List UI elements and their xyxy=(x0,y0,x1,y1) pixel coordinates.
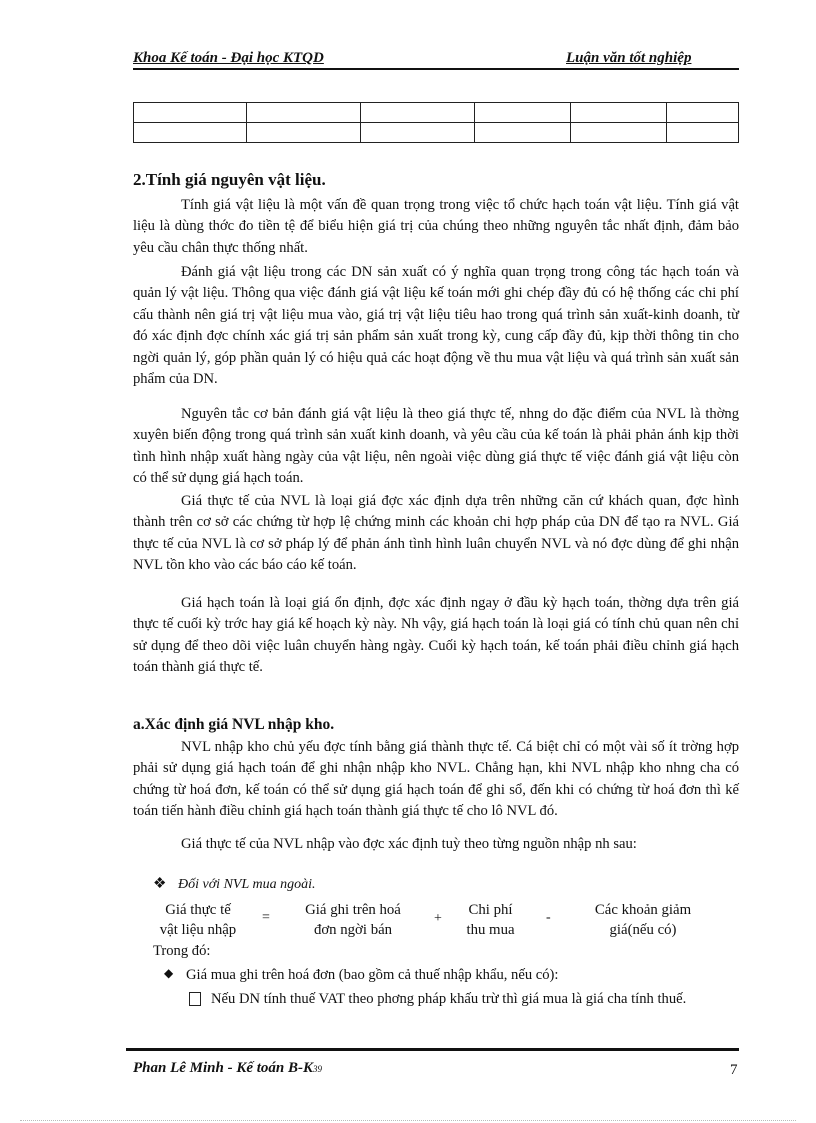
table-cell xyxy=(247,103,361,123)
table-cell xyxy=(361,123,475,143)
section-title: 2.Tính giá nguyên vật liệu. xyxy=(133,170,326,189)
table-cell xyxy=(134,103,247,123)
paragraph: Đánh giá vật liệu trong các DN sản xuất có ý nghĩa quan trọng trong công tác hạch toán và quản lý vật liệu. Thông qua việc đánh giá vật liệu kế toán mới ghi chép đầy đủ có hệ thống các chi phí cấu thành nên giá trị vật liệu mua vào, giá trị vật liệu tiêu hao trong quá trình sản xuất-kinh doanh, từ đó xác định đợc chính xác giá trị sản phẩm sản xuất trong kỳ, cung cấp đầy đủ, kịp thời thông tin cho ngời quản lý, góp phần quản lý có hiệu quả các hoạt động về thu mua vật liệu và quá trình sản xuất sản phẩm của DN. xyxy=(133,264,739,388)
price-formula xyxy=(133,900,739,944)
formula-operator: = xyxy=(262,910,270,925)
table-cell xyxy=(475,103,571,123)
subsection-title: a.Xác định giá NVL nhập kho. xyxy=(133,716,335,733)
diamond-bullet-icon: ❖ xyxy=(153,876,167,892)
paragraph: Nếu DN tính thuế VAT theo phơng pháp khấu trừ thì giá mua là giá cha tính thuế. xyxy=(211,991,687,1007)
header-rule xyxy=(133,68,739,70)
header-left: Khoa Kế toán - Đại học KTQD xyxy=(133,50,324,66)
paragraph: Tính giá vật liệu là một vấn đề quan trọng trong việc tổ chức hạch toán vật liệu. Tính giá vật liệu là dùng thớc đo tiền tệ để biểu hiện giá trị của chúng theo những nguyên tắc nhất định, đảm bảo yêu cầu chân thực thống nhất. xyxy=(133,197,739,256)
paragraph: Giá thực tế của NVL là loại giá đợc xác định dựa trên những căn cứ khách quan, đợc hình thành trên cơ sở các chứng từ hợp lệ chứng minh các khoản chi hợp pháp của DN để tạo ra NVL. Giá thực tế của NVL là cơ sở pháp lý để phản ánh tình hình luân chuyển NVL và nó đợc dùng để ghi nhận NVL tồn kho vào các báo cáo kế toán. xyxy=(133,493,739,574)
formula-term: Giá thực tế vật liệu nhập xyxy=(159,902,237,938)
table-row xyxy=(134,103,739,123)
header-right: Luận văn tốt nghiệp xyxy=(566,50,692,66)
paragraph: Giá thực tế của NVL nhập vào đợc xác định tuỳ theo từng nguồn nhập nh sau: xyxy=(181,836,637,852)
table-cell xyxy=(667,103,739,123)
text-line: Trong đó: xyxy=(153,943,211,959)
footer-rule xyxy=(126,1048,739,1051)
table-row xyxy=(134,123,739,143)
table-cell xyxy=(247,123,361,143)
formula-operator: + xyxy=(434,911,442,926)
table-cell xyxy=(361,103,475,123)
page-edge-dots xyxy=(20,1120,796,1122)
table-cell xyxy=(667,123,739,143)
paragraph: Nguyên tắc cơ bản đánh giá vật liệu là theo giá thực tế, nhng do đặc điểm của NVL là thờng xuyên biến động trong quá trình sản xuất kinh doanh, và yêu cầu của kế toán là phải phản ánh kịp thời tình hình nhập xuất hàng ngày của vật liệu, nên ngoài việc dùng giá thực tế việc đánh giá vật liệu còn có thể sử dụng giá hạch toán. xyxy=(133,406,739,487)
formula-term: Các khoản giảm giá(nếu có) xyxy=(594,902,692,938)
formula-term: Giá ghi trên hoá đơn ngời bán xyxy=(305,902,401,938)
paragraph: NVL nhập kho chủ yếu đợc tính bằng giá thành thực tế. Cá biệt chỉ có một vài số ít trờng hợp phải sử dụng giá hạch toán để ghi nhận nhập kho NVL. Chẳng hạn, khi NVL nhập kho nhng cha có chứng từ hoá đơn, kế toán có thể sử dụng giá hạch toán để ghi sổ, đến khi có chứng từ hoá đơn thì kế toán tiến hành điều chỉnh giá hạch toán thành giá thực tế cho lô NVL đó. xyxy=(133,739,739,820)
paragraph: Giá hạch toán là loại giá ổn định, đợc xác định ngay ở đầu kỳ hạch toán, thờng dựa trên giá thực tế cuối kỳ trớc hay giá kế hoạch kỳ này. Nh vậy, giá hạch toán là loại giá có tính chủ quan nên chỉ sử dụng để theo dõi việc luân chuyển hàng ngày. Cuối kỳ hạch toán, kế toán phải điều chỉnh giá hạch toán thành giá thực tế. xyxy=(133,595,739,676)
table-cell xyxy=(134,123,247,143)
table-cell xyxy=(571,123,667,143)
bullet-text: Đối với NVL mua ngoài. xyxy=(178,877,316,892)
diamond-bullet-icon: ◆ xyxy=(164,966,174,980)
bullet-text: Giá mua ghi trên hoá đơn (bao gồm cả thuế nhập khẩu, nếu có): xyxy=(186,967,559,983)
footer-author: Phan Lê Minh - Kế toán B-K39 xyxy=(133,1060,323,1076)
formula-operator: - xyxy=(546,910,551,925)
data-table xyxy=(133,102,739,143)
page-number: 7 xyxy=(730,1062,738,1078)
table-cell xyxy=(475,123,571,143)
formula-term: Chi phí thu mua xyxy=(466,902,515,938)
table-cell xyxy=(571,103,667,123)
